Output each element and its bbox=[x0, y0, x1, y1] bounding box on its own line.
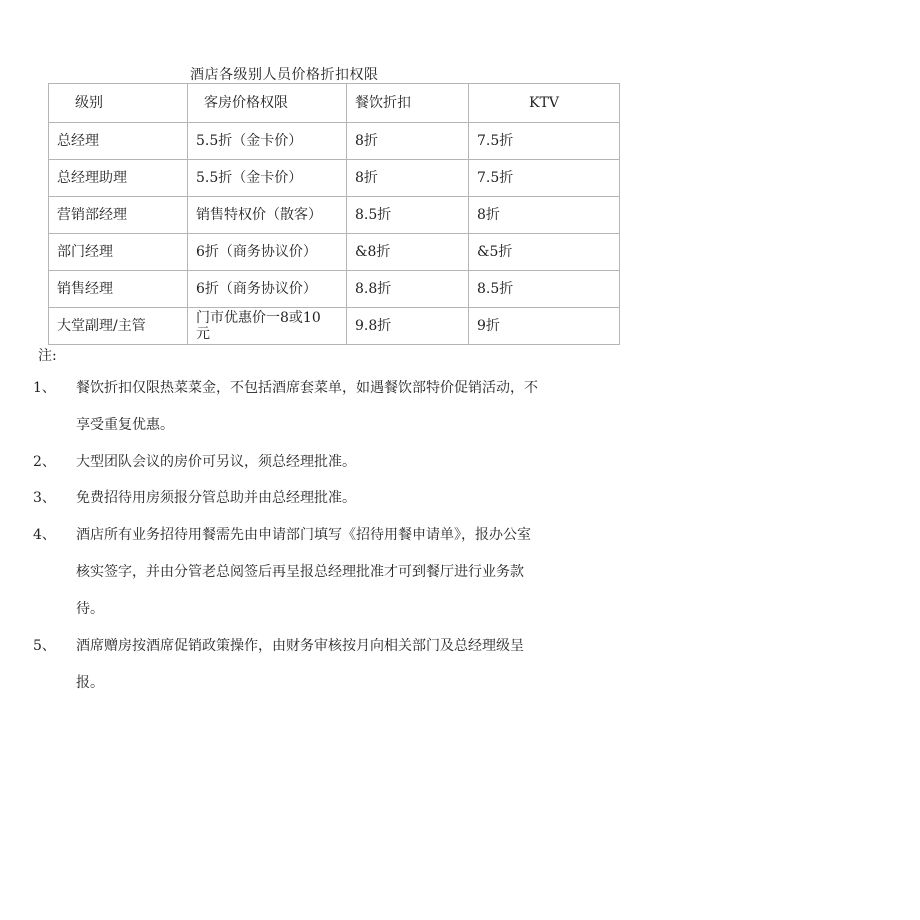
cell-ktv: 7.5折 bbox=[469, 160, 620, 197]
discount-table bbox=[48, 83, 620, 345]
header-cell-dining-discount: 餐饮折扣 bbox=[347, 84, 469, 123]
cell-level: 大堂副理/主管 bbox=[49, 308, 188, 345]
table-row bbox=[49, 308, 620, 345]
note-line: 待。 bbox=[76, 601, 104, 617]
cell-level: 总经理 bbox=[49, 123, 188, 160]
note-line: 酒席赠房按酒席促销政策操作，由财务审核按月向相关部门及总经理级呈 bbox=[76, 638, 524, 654]
cell-dining-discount: &8折 bbox=[347, 234, 469, 271]
note-line: 餐饮折扣仅限热菜菜金，不包括酒席套菜单，如遇餐饮部特价促销活动，不 bbox=[76, 380, 538, 396]
note-number: 4、 bbox=[33, 527, 56, 543]
cell-room-price bbox=[188, 197, 347, 234]
cell-ktv: 9折 bbox=[469, 308, 620, 345]
cell-room-price: 6折（商务协议价） bbox=[188, 234, 347, 271]
header-cell-ktv: KTV bbox=[469, 84, 620, 123]
cell-dining-discount: 9.8折 bbox=[347, 308, 469, 345]
table-row bbox=[49, 197, 620, 234]
note-line: 享受重复优惠。 bbox=[76, 417, 174, 433]
note-line: 报。 bbox=[76, 675, 104, 691]
cell-dining-discount: 8.8折 bbox=[347, 271, 469, 308]
cell-level: 总经理助理 bbox=[49, 160, 188, 197]
cell-ktv: &5折 bbox=[469, 234, 620, 271]
cell-room-price: 5.5折（金卡价） bbox=[188, 123, 347, 160]
cell-dining-discount: 8折 bbox=[347, 160, 469, 197]
note-line: 免费招待用房须报分管总助并由总经理批准。 bbox=[76, 490, 356, 506]
cell-room-price: 5.5折（金卡价） bbox=[188, 160, 347, 197]
cell-room-price: 6折（商务协议价） bbox=[188, 271, 347, 308]
note-line: 酒店所有业务招待用餐需先由申请部门填写《招待用餐申请单》，报办公室 bbox=[76, 527, 531, 543]
cell-dining-discount: 8折 bbox=[347, 123, 469, 160]
cell-level: 销售经理 bbox=[49, 271, 188, 308]
note-number: 3、 bbox=[33, 490, 56, 506]
cell-level: 营销部经理 bbox=[49, 197, 188, 234]
table-row bbox=[49, 234, 620, 271]
cell-room-price bbox=[188, 308, 347, 345]
note-number: 5、 bbox=[33, 638, 56, 654]
table-header-row bbox=[49, 84, 620, 123]
table-row bbox=[49, 271, 620, 308]
cell-dining-discount: 8.5折 bbox=[347, 197, 469, 234]
table-row bbox=[49, 123, 620, 160]
cell-ktv: 8.5折 bbox=[469, 271, 620, 308]
cell-ktv: 8折 bbox=[469, 197, 620, 234]
notes-label: 注: bbox=[38, 348, 57, 364]
cell-level: 部门经理 bbox=[49, 234, 188, 271]
table-row bbox=[49, 160, 620, 197]
note-line: 核实签字，并由分管老总阅签后再呈报总经理批准才可到餐厅进行业务款 bbox=[76, 564, 524, 580]
cell-ktv: 7.5折 bbox=[469, 123, 620, 160]
note-line: 大型团队会议的房价可另议，须总经理批准。 bbox=[76, 454, 356, 470]
note-number: 1、 bbox=[33, 380, 56, 396]
header-cell-room-price: 客房价格权限 bbox=[188, 84, 347, 123]
cell-room-price-text: 门市优惠价一8或10元 bbox=[196, 310, 321, 342]
table-title: 酒店各级别人员价格折扣权限 bbox=[190, 67, 379, 83]
cell-room-price-text: 销售特权价（散客） bbox=[196, 207, 322, 223]
header-cell-level: 级别 bbox=[49, 84, 188, 123]
note-number: 2、 bbox=[33, 454, 56, 470]
